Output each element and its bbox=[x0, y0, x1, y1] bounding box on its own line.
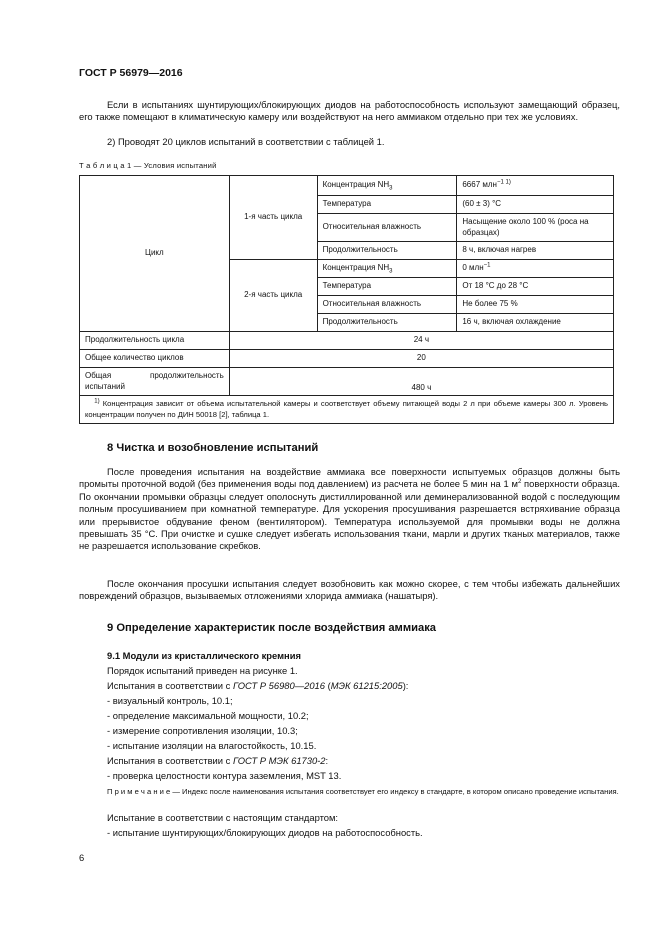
table-cell: Концентрация $NH_3$ bbox=[317, 176, 457, 196]
intro-paragraph: Если в испытаниях шунтирующих/блокирующих диодов на работоспособность используют замещающий образец, его также помещают в климатическую камеру или воздействуют на него аммиаком отдельно при тех же условиях. bbox=[79, 99, 620, 123]
summary-label: Продолжительность цикла bbox=[80, 332, 230, 350]
table-caption: Т а б л и ц а 1 — Условия испытаний bbox=[79, 161, 217, 170]
test-order-text: Порядок испытаний приведен на рисунке 1. bbox=[107, 665, 298, 676]
table-cell: Относительная влажность bbox=[317, 214, 457, 242]
part2-label: 2-я часть цикла bbox=[229, 260, 317, 332]
part1-label: 1-я часть цикла bbox=[229, 176, 317, 260]
table-cell: Относительная влажность bbox=[317, 296, 457, 314]
list-item: - измерение сопротивления изоляции, 10.3; bbox=[107, 725, 298, 736]
cycle-label: Цикл bbox=[80, 176, 230, 332]
summary-value: 20 bbox=[229, 350, 613, 368]
section-8-paragraph-2: После окончания просушки испытания следует возобновить как можно скорее, с тем чтобы избежать дальнейших повреждений образцов, вызываемых отложениями хлорида аммиака (нашатыря). bbox=[79, 578, 620, 602]
list-item: - определение максимальной мощности, 10.2; bbox=[107, 710, 309, 721]
table-cell: 16 ч, включая охлаждение bbox=[457, 314, 614, 332]
table-cell: 6667 млн$^{-1 1)}$ bbox=[457, 176, 614, 196]
page-number: 6 bbox=[79, 852, 85, 863]
table-cell: Насыщение около 100 % (роса на образцах) bbox=[457, 214, 614, 242]
section-9-title: 9 Определение характеристик после воздействия аммиака bbox=[107, 622, 437, 634]
table-cell: Продолжительность bbox=[317, 314, 457, 332]
table-cell: Температура bbox=[317, 196, 457, 214]
table-footnote: $^{1)}$ Концентрация зависит от объема испытательной камеры и соответствует объему питающей воды 2 л при объеме камеры 300 л. Уровень концентрации получен по ДИН 50018 [2], таблица 1. bbox=[80, 396, 614, 424]
note: П р и м е ч а н и е — Индекс после наименования испытания соответствует его индексу в стандарте, в котором описано проведение испытания. bbox=[107, 787, 619, 796]
list-item: - испытание изоляции на влагостойкость, 10.15. bbox=[107, 740, 317, 751]
section-9-1-title: 9.1 Модули из кристаллического кремния bbox=[107, 650, 301, 661]
table-cell: Температура bbox=[317, 278, 457, 296]
summary-label: Общая продолжительность испытаний bbox=[80, 368, 230, 396]
summary-value: 480 ч bbox=[229, 368, 613, 396]
table-cell: От 18 °C до 28 °C bbox=[457, 278, 614, 296]
summary-label: Общее количество циклов bbox=[80, 350, 230, 368]
tests-this-standard: Испытание в соответствии с настоящим стандартом: bbox=[107, 812, 339, 823]
test-conditions-table bbox=[79, 175, 614, 424]
summary-value: 24 ч bbox=[229, 332, 613, 350]
table-cell: Не более 75 % bbox=[457, 296, 614, 314]
document-header: ГОСТ Р 56979—2016 bbox=[79, 67, 183, 79]
list-item: - проверка целостности контура заземления, MST 13. bbox=[107, 770, 342, 781]
list-item: - испытание шунтирующих/блокирующих диодов на работоспособность. bbox=[107, 827, 423, 838]
table-cell: 0 млн$^{-1}$ bbox=[457, 260, 614, 278]
tests-iec-61730-2: Испытания в соответствии с ГОСТ Р МЭК 61730-2: bbox=[107, 755, 329, 766]
section-8-title: 8 Чистка и возобновление испытаний bbox=[107, 442, 319, 454]
table-cell: (60 ± 3) °C bbox=[457, 196, 614, 214]
table-cell: 8 ч, включая нагрев bbox=[457, 242, 614, 260]
intro-step: 2) Проводят 20 циклов испытаний в соответствии с таблицей 1. bbox=[107, 136, 385, 147]
list-item: - визуальный контроль, 10.1; bbox=[107, 695, 233, 706]
section-8-paragraph-1: После проведения испытания на воздействие аммиака все поверхности испытуемых образцов должны быть промыты проточной водой (без применения воды под давлением) из расчета не более 5 мин на 1 $м^2$ поверхности образца. По окончании промывки образцы следует ополоснуть дистиллированной или деминерализованной водой с последующим полным просушиванием при комнатной температуре. Для ускорения просушивания разрешается встряхивание образца или прерывистое обдувание феном (вентилятором). Температура используемой для промывки воды не должна превышать 35 °C. При очистке и сушке следует избегать использования ткани, марли и других тканых материалов, также не разрешается использование скребков. bbox=[79, 466, 620, 552]
tests-gost-56980: Испытания в соответствии с ГОСТ Р 56980—2016 (МЭК 61215:2005): bbox=[107, 680, 409, 691]
table-cell: Концентрация $NH_3$ bbox=[317, 260, 457, 278]
table-cell: Продолжительность bbox=[317, 242, 457, 260]
